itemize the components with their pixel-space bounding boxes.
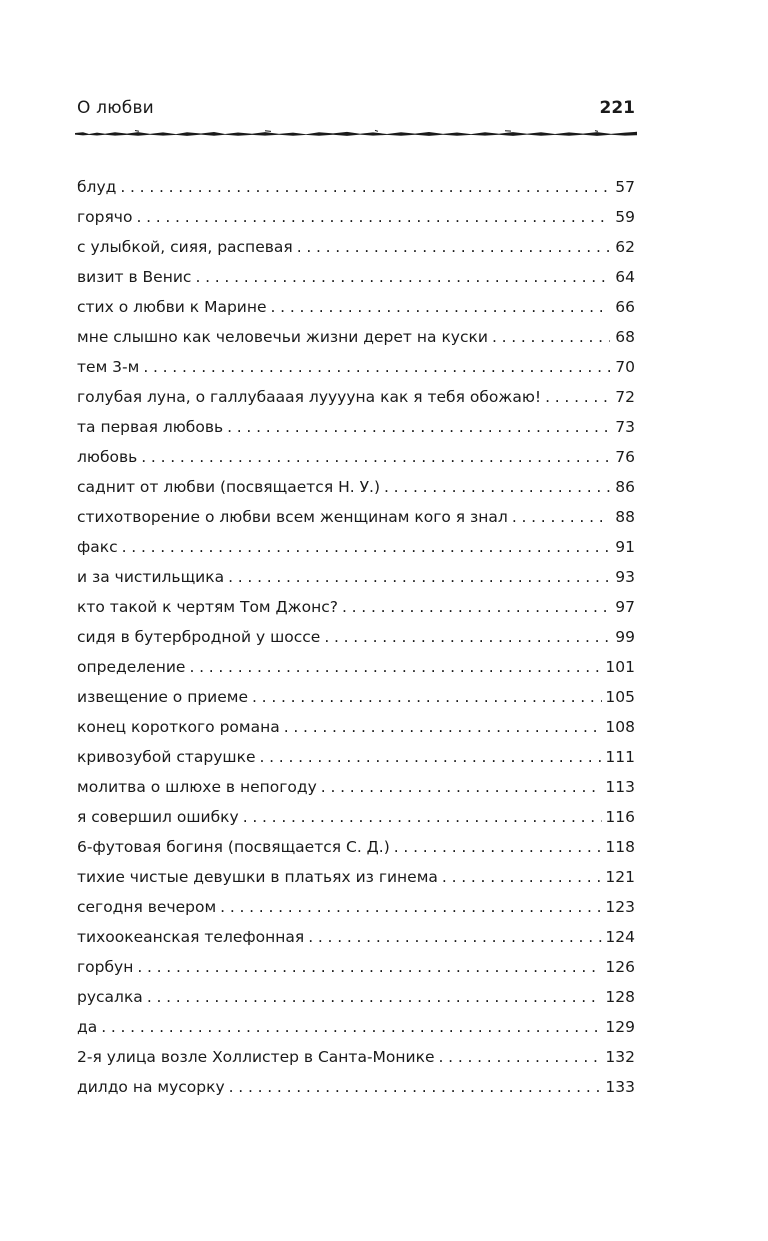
toc-entry-page: 128: [605, 988, 635, 1006]
toc-entry-title: та первая любовь: [77, 418, 224, 436]
toc-entry-page: 126: [605, 958, 635, 976]
toc-entry-title: тем 3-м: [77, 358, 140, 376]
toc-entry-page: 97: [615, 598, 635, 616]
dot-leader: [308, 922, 602, 952]
toc-entry: [77, 1072, 635, 1102]
dot-leader: [220, 892, 602, 922]
dot-leader: [189, 652, 602, 682]
toc-entry: [77, 382, 635, 412]
toc-entry: [77, 832, 635, 862]
toc-entry-title: извещение о приеме: [77, 688, 249, 706]
toc-entry: [77, 352, 635, 382]
toc-entry-page: 91: [615, 538, 635, 556]
dot-leader: [297, 232, 610, 262]
toc-entry: [77, 922, 635, 952]
toc-entry: [77, 262, 635, 292]
dot-leader: [439, 1042, 603, 1072]
toc-entry: [77, 322, 635, 352]
dot-leader: [120, 172, 610, 202]
toc-entry-title: тихие чистые девушки в платьях из гинема: [77, 868, 438, 886]
toc-entry-page: 72: [615, 388, 635, 406]
toc-entry-title: с улыбкой, сияя, распевая: [77, 238, 293, 256]
toc-entry-title: голубая луна, о галлубааая лууууна как я тебя обожаю!: [77, 388, 542, 406]
dot-leader: [342, 592, 610, 622]
toc-entry-title: горбун: [77, 958, 134, 976]
dot-leader: [394, 832, 603, 862]
toc-entry-page: 108: [605, 718, 635, 736]
toc-entry: [77, 202, 635, 232]
toc-entry-page: 68: [615, 328, 635, 346]
toc-entry: [77, 802, 635, 832]
toc-entry-title: факс: [77, 538, 118, 556]
toc-entry: [77, 472, 635, 502]
toc-entry-page: 66: [615, 298, 635, 316]
toc-entry-title: 2-я улица возле Холлистер в Санта-Монике: [77, 1048, 435, 1066]
dot-leader: [384, 472, 610, 502]
toc-entry-page: 121: [605, 868, 635, 886]
toc-entry-page: 111: [605, 748, 635, 766]
toc-entry-title: определение: [77, 658, 186, 676]
dot-leader: [260, 742, 603, 772]
dot-leader: [324, 622, 610, 652]
toc-entry-title: визит в Венис: [77, 268, 192, 286]
dot-leader: [136, 202, 610, 232]
toc-entry: [77, 952, 635, 982]
toc-entry-title: конец короткого романа: [77, 718, 280, 736]
toc-entry-page: 123: [605, 898, 635, 916]
dot-leader: [122, 532, 610, 562]
toc-entry-page: 62: [615, 238, 635, 256]
toc-entry: [77, 1012, 635, 1042]
toc-entry: [77, 562, 635, 592]
toc-entry: [77, 292, 635, 322]
dot-leader: [147, 982, 603, 1012]
page-header: [77, 96, 635, 124]
toc-entry-title: любовь: [77, 448, 138, 466]
toc-entry-title: и за чистильщика: [77, 568, 225, 586]
toc-entry: [77, 772, 635, 802]
toc-entry-page: 64: [615, 268, 635, 286]
toc-entry: [77, 742, 635, 772]
toc-entry-page: 133: [605, 1078, 635, 1096]
dot-leader: [321, 772, 603, 802]
toc-entry-title: молитва о шлюхе в непогоду: [77, 778, 317, 796]
toc-entry: [77, 442, 635, 472]
dot-leader: [512, 502, 610, 532]
toc-entry-page: 57: [615, 178, 635, 196]
toc-entry-title: тихоокеанская телефонная: [77, 928, 305, 946]
toc-entry-page: 86: [615, 478, 635, 496]
toc-entry-title: стих о любви к Марине: [77, 298, 267, 316]
toc-entry: [77, 652, 635, 682]
dot-leader: [229, 1072, 603, 1102]
toc-entry-title: саднит от любви (посвящается Н. У.): [77, 478, 380, 496]
toc-entry-title: сидя в бутербродной у шоссе: [77, 628, 321, 646]
toc-entry-title: да: [77, 1018, 98, 1036]
toc-entry-title: кто такой к чертям Том Джонс?: [77, 598, 338, 616]
toc-entry: [77, 682, 635, 712]
toc-entry: [77, 232, 635, 262]
dot-leader: [284, 712, 603, 742]
toc-entry: [77, 712, 635, 742]
toc-entry-title: мне слышно как человечьи жизни дерет на куски: [77, 328, 488, 346]
toc-entry: [77, 412, 635, 442]
toc-entry-page: 129: [605, 1018, 635, 1036]
dot-leader: [545, 382, 610, 412]
dot-leader: [252, 682, 602, 712]
toc-entry-page: 124: [605, 928, 635, 946]
decorative-rule: [75, 128, 637, 138]
toc-entry: [77, 502, 635, 532]
dot-leader: [271, 292, 610, 322]
toc-entry: [77, 172, 635, 202]
toc-entry-title: блуд: [77, 178, 117, 196]
toc-entry-page: 101: [605, 658, 635, 676]
dot-leader: [137, 952, 602, 982]
toc-entry-page: 105: [605, 688, 635, 706]
toc-entry: [77, 892, 635, 922]
toc-entry-page: 73: [615, 418, 635, 436]
toc-entry-page: 99: [615, 628, 635, 646]
toc-entry-title: 6-футовая богиня (посвящается С. Д.): [77, 838, 390, 856]
toc-entry-title: дилдо на мусорку: [77, 1078, 225, 1096]
dot-leader: [228, 562, 610, 592]
toc-entry-title: кривозубой старушке: [77, 748, 256, 766]
toc-entry-page: 113: [605, 778, 635, 796]
dot-leader: [101, 1012, 602, 1042]
dot-leader: [141, 442, 610, 472]
dot-leader: [143, 352, 610, 382]
dot-leader: [442, 862, 602, 892]
toc-entry-page: 132: [605, 1048, 635, 1066]
toc-entry: [77, 532, 635, 562]
dot-leader: [243, 802, 603, 832]
toc-entry: [77, 862, 635, 892]
toc-entry: [77, 1042, 635, 1072]
toc-entry: [77, 622, 635, 652]
toc-entry-title: стихотворение о любви всем женщинам кого я знал: [77, 508, 508, 526]
toc-entry: [77, 592, 635, 622]
dot-leader: [492, 322, 610, 352]
running-title: О любви: [77, 98, 154, 118]
toc-entry-title: сегодня вечером: [77, 898, 217, 916]
toc-entry-page: 116: [605, 808, 635, 826]
table-of-contents: [77, 172, 635, 1102]
page-number: 221: [599, 98, 635, 118]
toc-entry-title: русалка: [77, 988, 143, 1006]
toc-entry-page: 70: [615, 358, 635, 376]
toc-entry-title: я совершил ошибку: [77, 808, 239, 826]
toc-entry-title: горячо: [77, 208, 133, 226]
toc-entry-page: 76: [615, 448, 635, 466]
toc-entry-page: 118: [605, 838, 635, 856]
toc-entry-page: 88: [615, 508, 635, 526]
dot-leader: [227, 412, 610, 442]
toc-entry-page: 59: [615, 208, 635, 226]
toc-entry-page: 93: [615, 568, 635, 586]
toc-entry: [77, 982, 635, 1012]
dot-leader: [195, 262, 610, 292]
